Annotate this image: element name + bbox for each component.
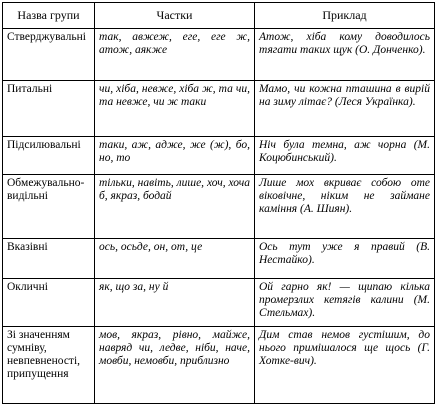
particles-cell: таки, аж, адже, же (ж), бо, но, то: [95, 137, 255, 175]
particles-cell: мов, якраз, рівно, майже, навряд чи, ледве, ніби, наче, мовби, немовби, приблизно: [95, 327, 255, 404]
table-row: [3, 29, 435, 81]
particles-cell: чи, хіба, невже, хіба ж, та чи, та невже, чи ж таки: [95, 81, 255, 137]
header-example: Приклад: [255, 3, 435, 29]
table-row: [3, 279, 435, 327]
group-cell: Обмежувально-видільні: [3, 175, 95, 239]
group-cell: Підсилювальні: [3, 137, 95, 175]
example-cell: Лише мох вкриває собою оте віковічне, ніким не займане каміння (А. Шиян).: [255, 175, 435, 239]
table-row: [3, 175, 435, 239]
group-cell: Зі значенням сумніву, невпевненості, припущення: [3, 327, 95, 404]
group-cell: Стверджувальні: [3, 29, 95, 81]
table-row: [3, 327, 435, 404]
example-cell: Мамо, чи кожна пташина в вирій на зиму літає? (Леся Українка).: [255, 81, 435, 137]
table-header-row: [3, 3, 435, 29]
example-cell: Дим став немов густішим, до нього примішалося ще щось (Г. Хотке-вич).: [255, 327, 435, 404]
particles-table: [2, 2, 435, 404]
group-cell: Окличні: [3, 279, 95, 327]
example-cell: Ніч була темна, аж чорна (М. Коцюбинський).: [255, 137, 435, 175]
table-row: [3, 137, 435, 175]
example-cell: Ось тут уже я правий (В. Нестайко).: [255, 239, 435, 279]
example-cell: Атож, хіба кому доводилось тягати таких щук (О. Донченко).: [255, 29, 435, 81]
particles-cell: ось, осьде, он, от, це: [95, 239, 255, 279]
header-particles: Частки: [95, 3, 255, 29]
particles-cell: тільки, навіть, лише, хоч, хоча б, якраз, бодай: [95, 175, 255, 239]
table-row: [3, 81, 435, 137]
group-cell: Вказівні: [3, 239, 95, 279]
particles-cell: так, авжеж, еге, еге ж, атож, аякже: [95, 29, 255, 81]
example-cell: Ой гарно як! — щипаю кілька промерзлих кетягів калини (М. Стельмах).: [255, 279, 435, 327]
table-row: [3, 239, 435, 279]
header-group-name: Назва групи: [3, 3, 95, 29]
group-cell: Питальні: [3, 81, 95, 137]
particles-cell: як, що за, ну й: [95, 279, 255, 327]
